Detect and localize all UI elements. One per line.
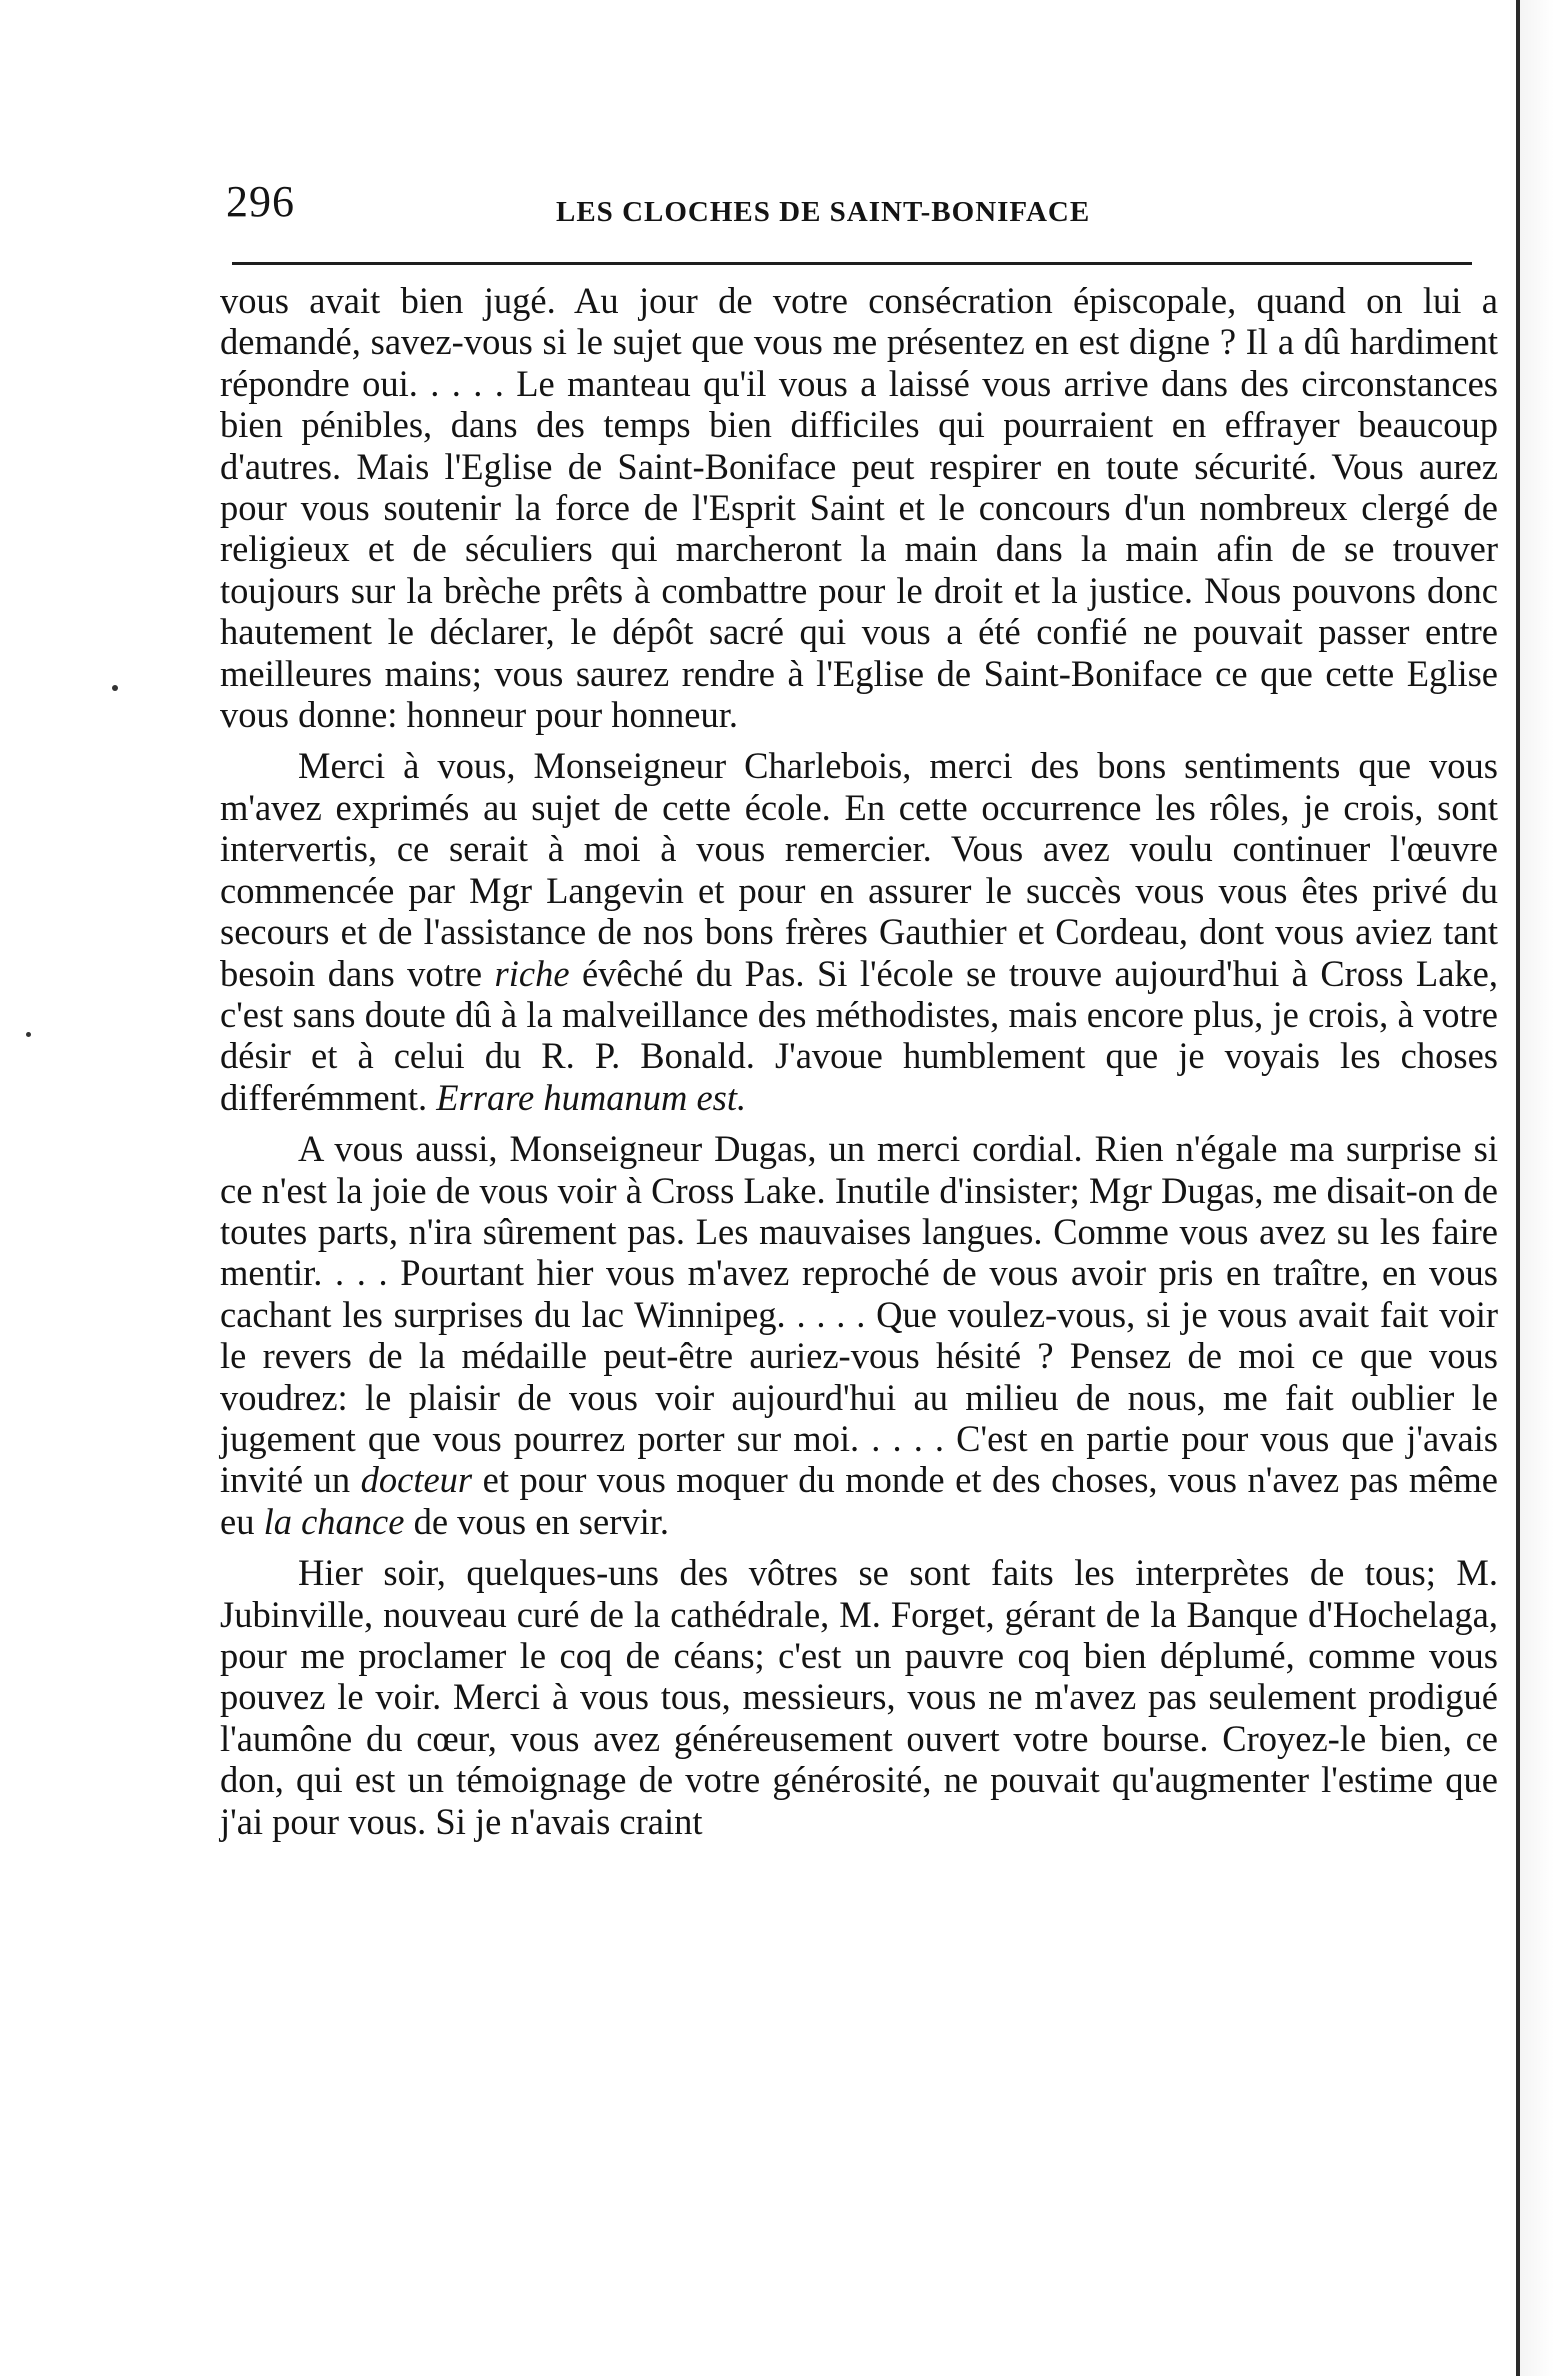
page-header	[226, 176, 1496, 236]
text-segment: et pour vous moquer du monde et des choses, vous n'avez pas même eu	[220, 1459, 1498, 1542]
text-segment: A vous aussi, Monseigneur Dugas, un merci cordial. Rien n'égale ma surprise si ce n'est la joie de vous voir à Cross Lake. Inutile d'insister; Mgr Dugas, me disait-on de toutes parts, n'ira sûrement pas. Les mauvaises langues. Comme vous avez su les faire mentir. . . . Pourtant hier vous m'avez reproché de vous avoir pris en traître, en vous cachant les surprises du lac Winnipeg. . . . . Que voulez-vous, si je vous avait fait voir le revers de la médaille peut-être auriez-vous hésité ? Pensez de moi ce que vous voudrez: le plaisir de vous voir aujourd'hui au milieu de nous, me fait oublier le jugement que vous pourrez porter sur moi. . . . . C'est en partie pour vous que j'avais invité un	[220, 1128, 1498, 1501]
body-text	[220, 280, 1498, 1852]
text-segment: de vous en servir.	[404, 1500, 670, 1542]
text-segment: Merci à vous, Monseigneur Charlebois, merci des bons sentiments que vous m'avez exprimés au sujet de cette école. En cette occurrence les rôles, je crois, sont intervertis, ce serait à moi à vous remercier. Vous avez voulu continuer l'œuvre commencée par Mgr Langevin et pour en assurer le succès vous vous êtes privé du secours et de l'assistance de nos bons frères Gauthier et Cordeau, dont vous aviez tant besoin dans votre	[220, 745, 1498, 994]
italic-text-segment: Errare humanum est.	[436, 1076, 747, 1118]
paragraph-3	[220, 1128, 1498, 1542]
stray-ink-dot	[26, 1032, 31, 1037]
page-number: 296	[226, 177, 295, 226]
page-edge-shadow	[1520, 0, 1554, 2376]
paragraph-2	[220, 745, 1498, 1118]
running-title: LES CLOCHES DE SAINT-BONIFACE	[556, 196, 1091, 228]
text-segment: Hier soir, quelques-uns des vôtres se sont faits les interprètes de tous; M. Jubinville, nouveau curé de la cathédrale, M. Forget, gérant de la Banque d'Hochelaga, pour me proclamer le coq de céans; c'est un pauvre coq bien déplumé, comme vous pouvez le voir. Merci à vous tous, messieurs, vous ne m'avez pas seulement prodigué l'aumône du cœur, vous avez généreusement ouvert votre bourse. Croyez-le bien, ce don, qui est un témoignage de votre générosité, ne pouvait qu'augmenter l'estime que j'ai pour vous. Si je n'avais craint	[220, 1552, 1498, 1842]
paragraph-4	[220, 1552, 1498, 1842]
text-segment: vous avait bien jugé. Au jour de votre consécration épiscopale, quand on lui a demandé, savez-vous si le sujet que vous me présentez en est digne ? Il a dû hardiment répondre oui. . . . . Le manteau qu'il vous a laissé vous arrive dans des circonstances bien pénibles, dans des temps bien difficiles qui pourraient en effrayer beaucoup d'autres. Mais l'Eglise de Saint-Boniface peut respirer en toute sécurité. Vous aurez pour vous soutenir la force de l'Esprit Saint et le concours d'un nombreux clergé de religieux et de séculiers qui marcheront la main dans la main afin de se trouver toujours sur la brèche prêts à combattre pour le droit et la justice. Nous pouvons donc hautement le déclarer, le dépôt sacré qui vous a été confié ne pouvait passer entre meilleures mains; vous saurez rendre à l'Eglise de Saint-Boniface ce que cette Eglise vous donne: honneur pour honneur.	[220, 280, 1498, 736]
page-edge-line	[1516, 0, 1520, 2376]
stray-ink-dot	[112, 685, 118, 691]
italic-text-segment: la chance	[263, 1500, 405, 1542]
text-segment: évêché du Pas. Si l'école se trouve aujourd'hui à Cross Lake, c'est sans doute dû à la malveillance des méthodistes, mais encore plus, je crois, à votre désir et à celui du R. P. Bonald. J'avoue humblement que je voyais les choses differémment.	[220, 952, 1498, 1118]
italic-text-segment: docteur	[360, 1459, 473, 1501]
header-rule	[232, 262, 1472, 265]
paragraph-1	[220, 280, 1498, 735]
italic-text-segment: riche	[494, 952, 570, 994]
